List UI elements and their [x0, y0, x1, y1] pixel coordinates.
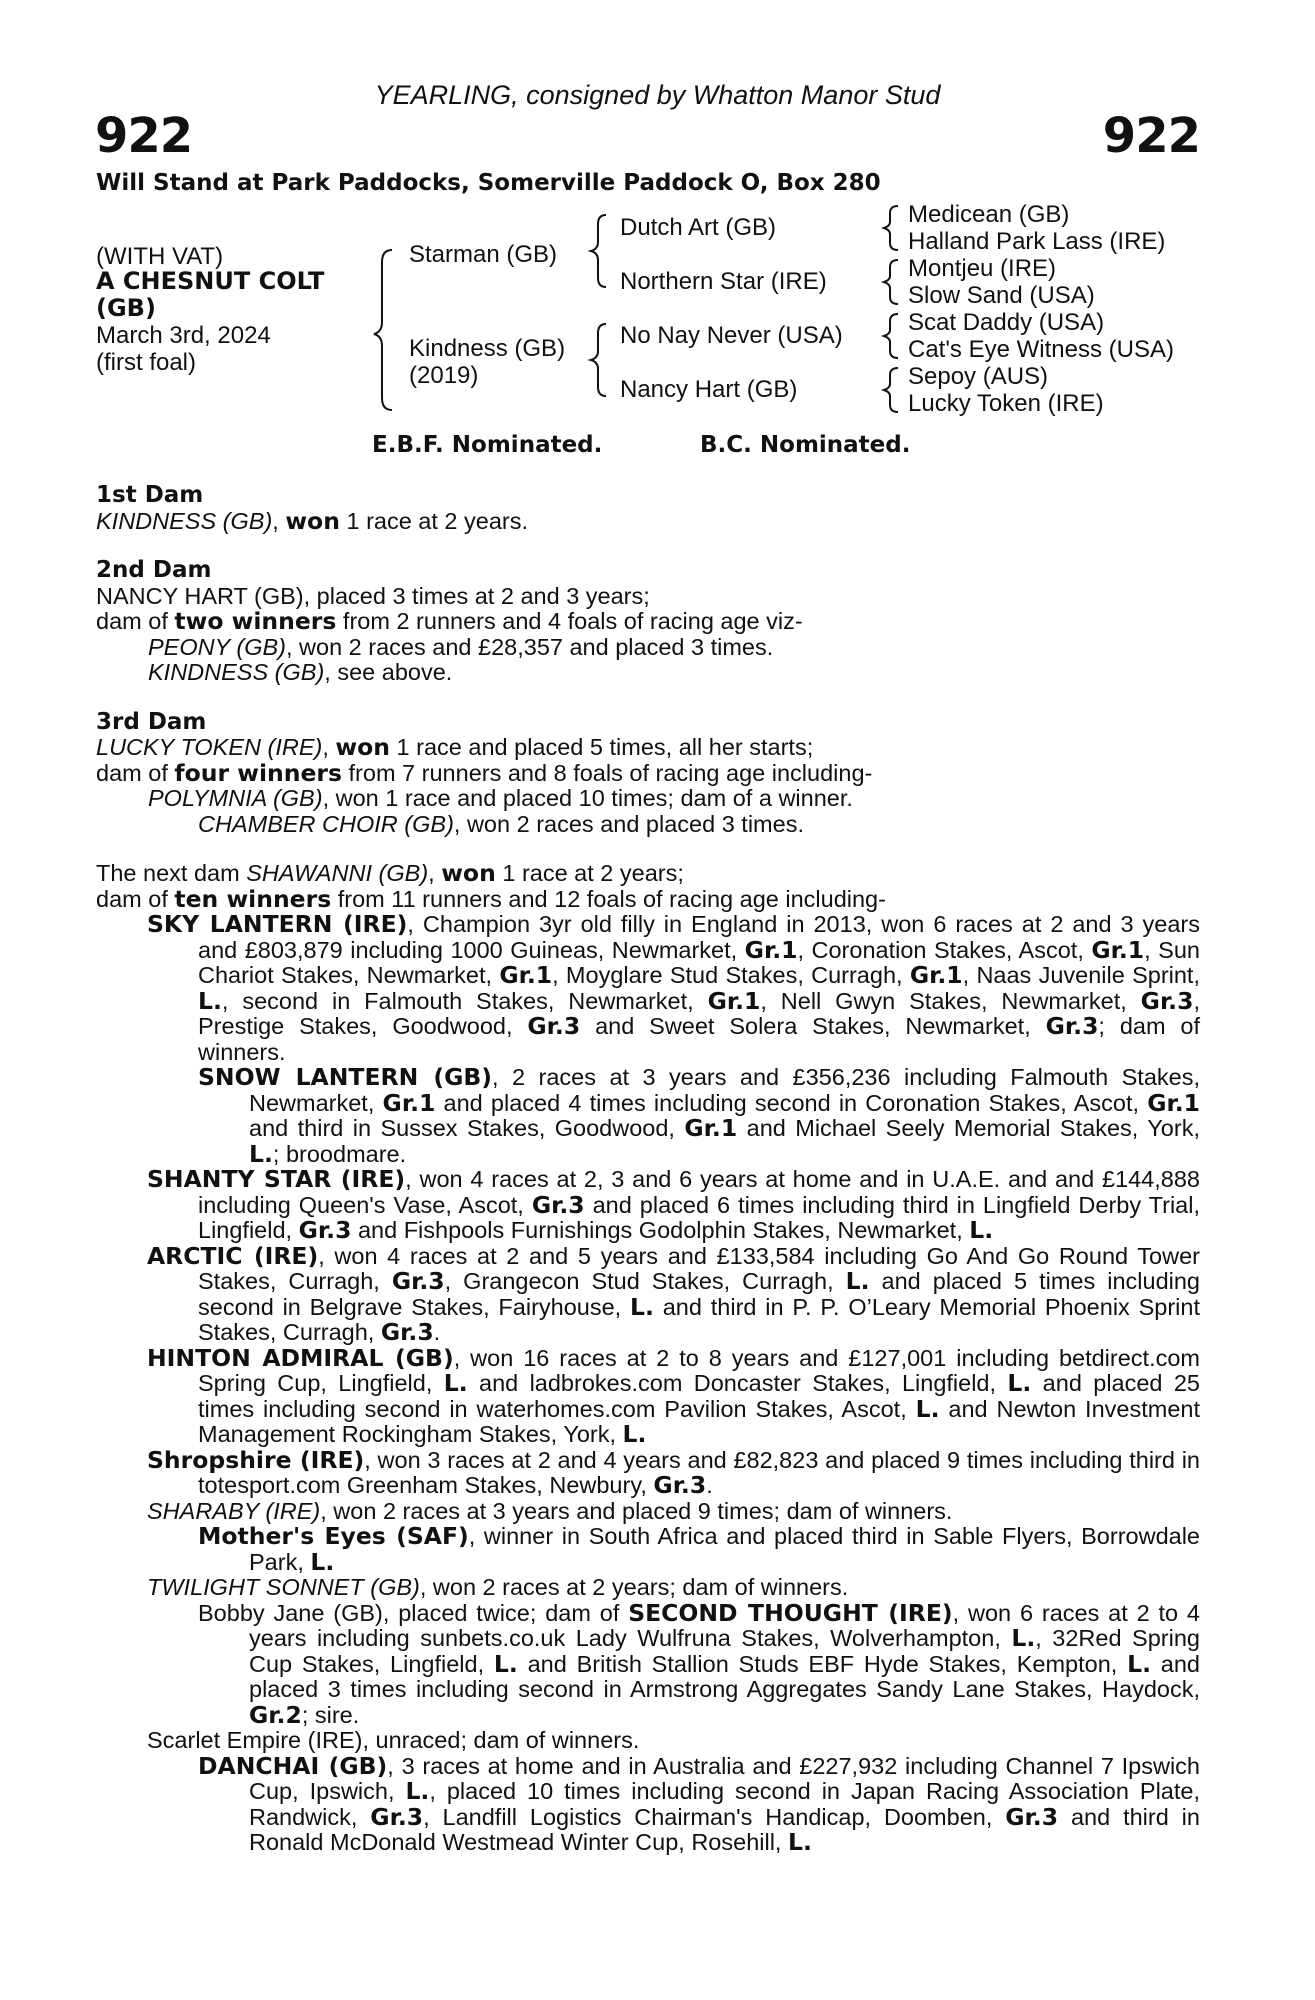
produce-entry-sharaby: SHARABY (IRE), won 2 races at 3 years and placed 9 times; dam of winners. — [147, 1497, 953, 1524]
first-dam-heading: 1st Dam — [96, 482, 204, 508]
next-dam-summary: dam of ten winners from 11 runners and 12 foals of racing age including- — [96, 884, 886, 913]
produce-entry-mothers-eyes: Mother's Eyes (SAF), winner in South Africa and placed third in Sable Flyers, Borrowdale Park, L. — [198, 1522, 1201, 1576]
produce-record — [96, 483, 1200, 1856]
third-dam-summary: dam of four winners from 7 runners and 8 foals of racing age including- — [96, 758, 873, 787]
second-dam-record: NANCY HART (GB), placed 3 times at 2 and 3 years; — [96, 582, 650, 609]
great-grandparent: Slow Sand (USA) — [908, 282, 1095, 309]
produce-entry-shanty-star: SHANTY STAR (IRE), won 4 races at 2, 3 and 6 years at home and in U.A.E. and and £144,888 including Queen's Vase, Ascot, Gr.3 and placed 6 times including third in Lingfield Derby Trial, Lingfield, Gr.3 and Fishpools Furnishings Godolphin Stakes, Newmarket, L. — [147, 1165, 1200, 1244]
lot-number-right: 922 — [1102, 108, 1200, 164]
produce-entry-danchai: DANCHAI (GB), 3 races at home and in Australia and £227,932 including Channel 7 Ipswich Cup, Ipswich, L., placed 10 times including second in Japan Racing Association Plate, Randwick, Gr.3, Landfill Logistics Chairman's Handicap, Doomben, Gr.3 and third in Ronald McDonald Westmead Winter Cup, Rosehill, L. — [198, 1751, 1200, 1856]
sire-dam: Northern Star (IRE) — [620, 268, 827, 295]
produce-entry-sky-lantern: SKY LANTERN (IRE), Champion 3yr old filly in England in 2013, won 6 races at 2 and 3 years and £803,879 including 1000 Guineas, Newmarket, Gr.1, Coronation Stakes, Ascot, Gr.1, Sun Chariot Stakes, Newmarket, Gr.1, Moyglare Stud Stakes, Curragh, Gr.1, Naas Juvenile Sprint, L., second in Falmouth Stakes, Newmarket, Gr.1, Nell Gwyn Stakes, Newmarket, Gr.3, Prestige Stakes, Goodwood, Gr.3 and Sweet Solera Stakes, Newmarket, Gr.3; dam of winners. — [147, 910, 1201, 1065]
bc-nomination: B.C. Nominated. — [700, 432, 911, 458]
produce-entry-hinton-admiral: HINTON ADMIRAL (GB), won 16 races at 2 to 8 years and £127,001 including betdirect.com Spring Cup, Lingfield, L. and ladbrokes.com Doncaster Stakes, Lingfield, L. and placed 25 times including second in waterhomes.com Pavilion Stakes, Ascot, L. and Newton Investment Management Rockingham Stakes, York, L. — [147, 1343, 1201, 1448]
great-grandparent: Halland Park Lass (IRE) — [908, 228, 1166, 255]
great-grandparent: Sepoy (AUS) — [908, 363, 1049, 390]
produce-entry-shropshire: Shropshire (IRE), won 3 races at 2 and 4 years and £82,823 and placed 9 times including third in totesport.com Greenham Stakes, Newbury, Gr.3. — [147, 1445, 1200, 1499]
second-dam-heading: 2nd Dam — [96, 557, 212, 583]
great-grandparent: Lucky Token (IRE) — [908, 390, 1104, 417]
next-dam-record: The next dam SHAWANNI (GB), won 1 race at 2 years; — [96, 859, 684, 887]
sire-sire: Dutch Art (GB) — [620, 214, 777, 241]
produce-entry: PEONY (GB), won 2 races and £28,357 and placed 3 times. — [148, 633, 774, 660]
great-grandparent: Montjeu (IRE) — [908, 255, 1057, 282]
produce-entry-arctic: ARCTIC (IRE), won 4 races at 2 and 5 years and £133,584 including Go And Go Round Tower Stakes, Curragh, Gr.3, Grangecon Stud Stakes, Curragh, L. and placed 5 times including second in Belgrave Stakes, Fairyhouse, L. and third in P. P. O’Leary Memorial Phoenix Sprint Stakes, Curragh, Gr.3. — [147, 1241, 1200, 1346]
produce-entry-twilight-sonnet: TWILIGHT SONNET (GB), won 2 races at 2 years; dam of winners. — [147, 1574, 849, 1600]
second-dam-summary: dam of two winners from 2 runners and 4 foals of racing age viz- — [96, 607, 803, 635]
produce-entry-bobby-jane: Bobby Jane (GB), placed twice; dam of SECOND THOUGHT (IRE), won 6 races at 2 to 4 years including sunbets.co.uk Lady Wulfruna Stakes, Wolverhampton, L., 32Red Spring Cup Stakes, Lingfield, L. and British Stallion Studs EBF Hyde Stakes, Kempton, L. and placed 3 times including second in Armstrong Aggregates Sandy Lane Stakes, Haydock, Gr.2; sire. — [198, 1598, 1200, 1729]
third-dam-heading: 3rd Dam — [96, 708, 207, 735]
dam-sire: No Nay Never (USA) — [620, 322, 843, 349]
stabling-location: Will Stand at Park Paddocks, Somerville Paddock O, Box 280 — [96, 170, 881, 196]
lot-title: A CHESNUT COLT — [96, 267, 325, 295]
great-grandparent: Medicean (GB) — [908, 201, 1070, 228]
great-grandparent: Scat Daddy (USA) — [908, 309, 1105, 336]
sire: Starman (GB) — [409, 241, 558, 268]
produce-entry: CHAMBER CHOIR (GB), won 2 races and placed 3 times. — [198, 810, 804, 837]
first-dam-record: KINDNESS (GB), won 1 race at 2 years. — [96, 506, 529, 535]
produce-entry: KINDNESS (GB), see above. — [148, 659, 453, 685]
great-grandparent: Cat's Eye Witness (USA) — [908, 336, 1174, 363]
vat-note: (WITH VAT) — [96, 243, 224, 270]
produce-entry: POLYMNIA (GB), won 1 race and placed 10 times; dam of a winner. — [148, 785, 853, 811]
lot-title-country: (GB) — [96, 294, 156, 322]
produce-entry-scarlet-empire: Scarlet Empire (IRE), unraced; dam of winners. — [147, 1727, 640, 1753]
dam-year: (2019) — [409, 362, 479, 389]
foal-note: (first foal) — [96, 349, 197, 376]
ebf-nomination: E.B.F. Nominated. — [372, 432, 603, 458]
dam-dam: Nancy Hart (GB) — [620, 376, 798, 403]
lot-number-left: 922 — [95, 108, 193, 164]
date-of-birth: March 3rd, 2024 — [96, 322, 271, 349]
consignor-line: YEARLING, consigned by Whatton Manor Stud — [374, 80, 941, 110]
third-dam-record: LUCKY TOKEN (IRE), won 1 race and placed 5 times, all her starts; — [96, 733, 814, 761]
produce-entry-snow-lantern: SNOW LANTERN (GB), 2 races at 3 years and £356,236 including Falmouth Stakes, Newmarket, Gr.1 and placed 4 times including second in Coronation Stakes, Ascot, Gr.1 and third in Sussex Stakes, Goodwood, Gr.1 and Michael Seely Memorial Stakes, York, L.; broodmare. — [198, 1063, 1200, 1168]
dam: Kindness (GB) — [409, 335, 566, 362]
